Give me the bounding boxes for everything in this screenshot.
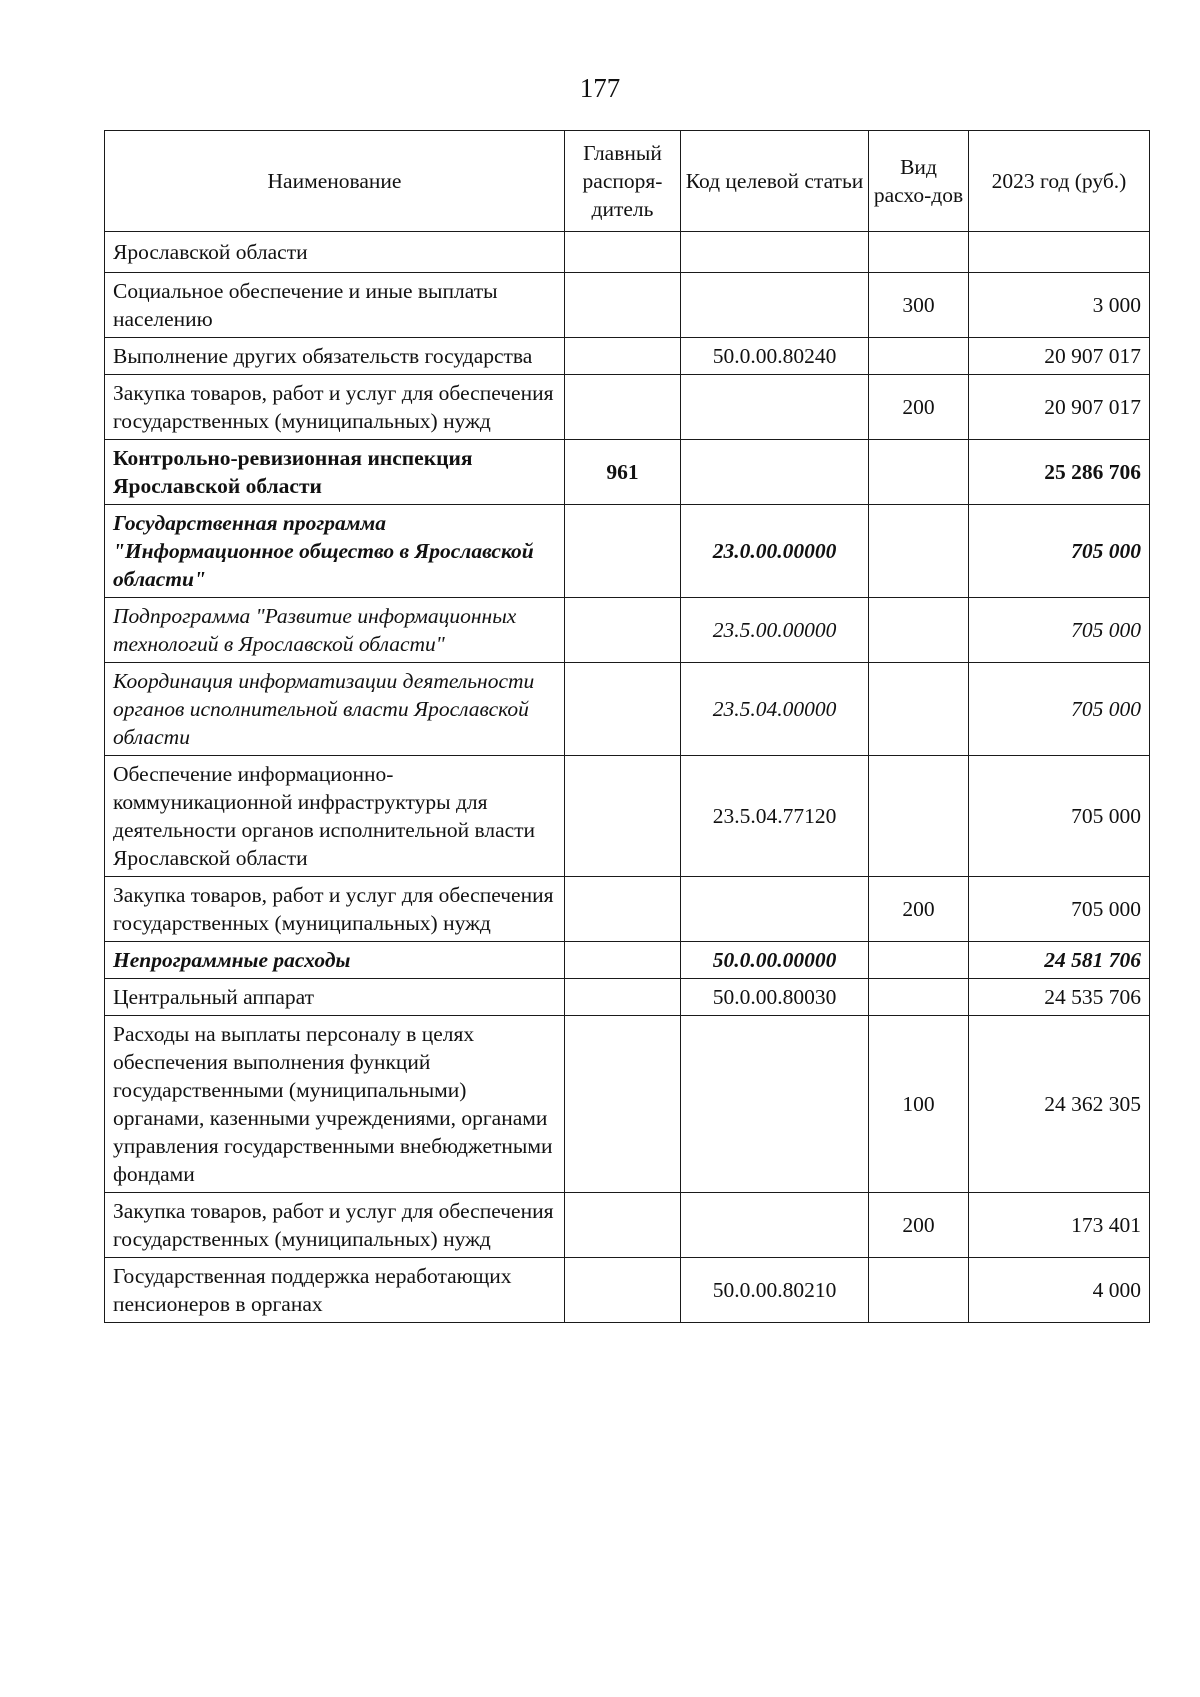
cell-code: 50.0.00.80240 xyxy=(681,338,869,375)
cell-admin xyxy=(565,1258,681,1323)
table-row xyxy=(105,663,1150,756)
cell-amount: 705 000 xyxy=(969,756,1150,877)
cell-amount: 20 907 017 xyxy=(969,375,1150,440)
cell-admin xyxy=(565,338,681,375)
table-row xyxy=(105,1258,1150,1323)
cell-amount: 705 000 xyxy=(969,598,1150,663)
cell-kind: 100 xyxy=(869,1016,969,1193)
cell-kind xyxy=(869,440,969,505)
cell-kind xyxy=(869,756,969,877)
header-amount: 2023 год (руб.) xyxy=(969,131,1150,232)
cell-amount: 4 000 xyxy=(969,1258,1150,1323)
table-row xyxy=(105,338,1150,375)
table-row xyxy=(105,505,1150,598)
cell-name: Социальное обеспечение и иные выплаты населению xyxy=(105,273,565,338)
cell-kind xyxy=(869,942,969,979)
cell-admin xyxy=(565,877,681,942)
header-name: Наименование xyxy=(105,131,565,232)
cell-name: Государственная поддержка неработающих пенсионеров в органах xyxy=(105,1258,565,1323)
cell-admin xyxy=(565,756,681,877)
cell-amount: 705 000 xyxy=(969,505,1150,598)
cell-name: Расходы на выплаты персоналу в целях обеспечения выполнения функций государственными (муниципальными) органами, казенными учреждениями, органами управления государственными внебюджетными фондами xyxy=(105,1016,565,1193)
header-kind: Вид расхо-дов xyxy=(869,131,969,232)
cell-admin xyxy=(565,1016,681,1193)
table-row xyxy=(105,1016,1150,1193)
cell-amount: 24 362 305 xyxy=(969,1016,1150,1193)
cell-name: Закупка товаров, работ и услуг для обеспечения государственных (муниципальных) нужд xyxy=(105,1193,565,1258)
cell-name: Контрольно-ревизионная инспекция Ярославской области xyxy=(105,440,565,505)
table-row xyxy=(105,440,1150,505)
cell-amount: 173 401 xyxy=(969,1193,1150,1258)
cell-code: 23.5.04.77120 xyxy=(681,756,869,877)
cell-code xyxy=(681,1016,869,1193)
table-body xyxy=(105,232,1150,1323)
table-row xyxy=(105,273,1150,338)
cell-name: Закупка товаров, работ и услуг для обеспечения государственных (муниципальных) нужд xyxy=(105,375,565,440)
cell-admin xyxy=(565,232,681,273)
cell-kind xyxy=(869,505,969,598)
cell-admin: 961 xyxy=(565,440,681,505)
cell-name: Центральный аппарат xyxy=(105,979,565,1016)
cell-code: 50.0.00.80210 xyxy=(681,1258,869,1323)
cell-amount: 25 286 706 xyxy=(969,440,1150,505)
cell-kind xyxy=(869,979,969,1016)
cell-code: 50.0.00.00000 xyxy=(681,942,869,979)
table-row xyxy=(105,756,1150,877)
cell-admin xyxy=(565,598,681,663)
cell-code xyxy=(681,375,869,440)
header-admin: Главный распоря-дитель xyxy=(565,131,681,232)
cell-name: Обеспечение информационно-коммуникационной инфраструктуры для деятельности органов исполнительной власти Ярославской области xyxy=(105,756,565,877)
cell-name: Непрограммные расходы xyxy=(105,942,565,979)
cell-kind xyxy=(869,1258,969,1323)
table-row xyxy=(105,598,1150,663)
table-row xyxy=(105,232,1150,273)
cell-kind xyxy=(869,598,969,663)
cell-kind: 300 xyxy=(869,273,969,338)
cell-admin xyxy=(565,663,681,756)
table-row xyxy=(105,877,1150,942)
cell-kind: 200 xyxy=(869,877,969,942)
cell-code xyxy=(681,273,869,338)
cell-kind xyxy=(869,663,969,756)
budget-table xyxy=(104,130,1150,1323)
cell-name: Государственная программа "Информационное общество в Ярославской области" xyxy=(105,505,565,598)
cell-amount xyxy=(969,232,1150,273)
cell-code xyxy=(681,232,869,273)
cell-code: 23.0.00.00000 xyxy=(681,505,869,598)
cell-code xyxy=(681,440,869,505)
header-code: Код целевой статьи xyxy=(681,131,869,232)
cell-name: Координация информатизации деятельности органов исполнительной власти Ярославской области xyxy=(105,663,565,756)
table-row xyxy=(105,1193,1150,1258)
cell-amount: 20 907 017 xyxy=(969,338,1150,375)
cell-code xyxy=(681,877,869,942)
page-number: 177 xyxy=(579,73,621,103)
cell-kind xyxy=(869,232,969,273)
cell-name: Закупка товаров, работ и услуг для обеспечения государственных (муниципальных) нужд xyxy=(105,877,565,942)
cell-admin xyxy=(565,375,681,440)
cell-amount: 3 000 xyxy=(969,273,1150,338)
cell-code: 23.5.00.00000 xyxy=(681,598,869,663)
cell-amount: 705 000 xyxy=(969,663,1150,756)
cell-admin xyxy=(565,979,681,1016)
cell-code xyxy=(681,1193,869,1258)
cell-code: 23.5.04.00000 xyxy=(681,663,869,756)
cell-name: Ярославской области xyxy=(105,232,565,273)
cell-kind: 200 xyxy=(869,375,969,440)
cell-amount: 24 581 706 xyxy=(969,942,1150,979)
cell-code: 50.0.00.80030 xyxy=(681,979,869,1016)
cell-admin xyxy=(565,505,681,598)
cell-kind: 200 xyxy=(869,1193,969,1258)
table-row xyxy=(105,979,1150,1016)
cell-amount: 24 535 706 xyxy=(969,979,1150,1016)
table-row xyxy=(105,375,1150,440)
cell-name: Выполнение других обязательств государства xyxy=(105,338,565,375)
cell-admin xyxy=(565,273,681,338)
cell-kind xyxy=(869,338,969,375)
cell-name: Подпрограмма "Развитие информационных технологий в Ярославской области" xyxy=(105,598,565,663)
cell-admin xyxy=(565,942,681,979)
cell-admin xyxy=(565,1193,681,1258)
table-row xyxy=(105,942,1150,979)
cell-amount: 705 000 xyxy=(969,877,1150,942)
table-header-row xyxy=(105,131,1150,232)
